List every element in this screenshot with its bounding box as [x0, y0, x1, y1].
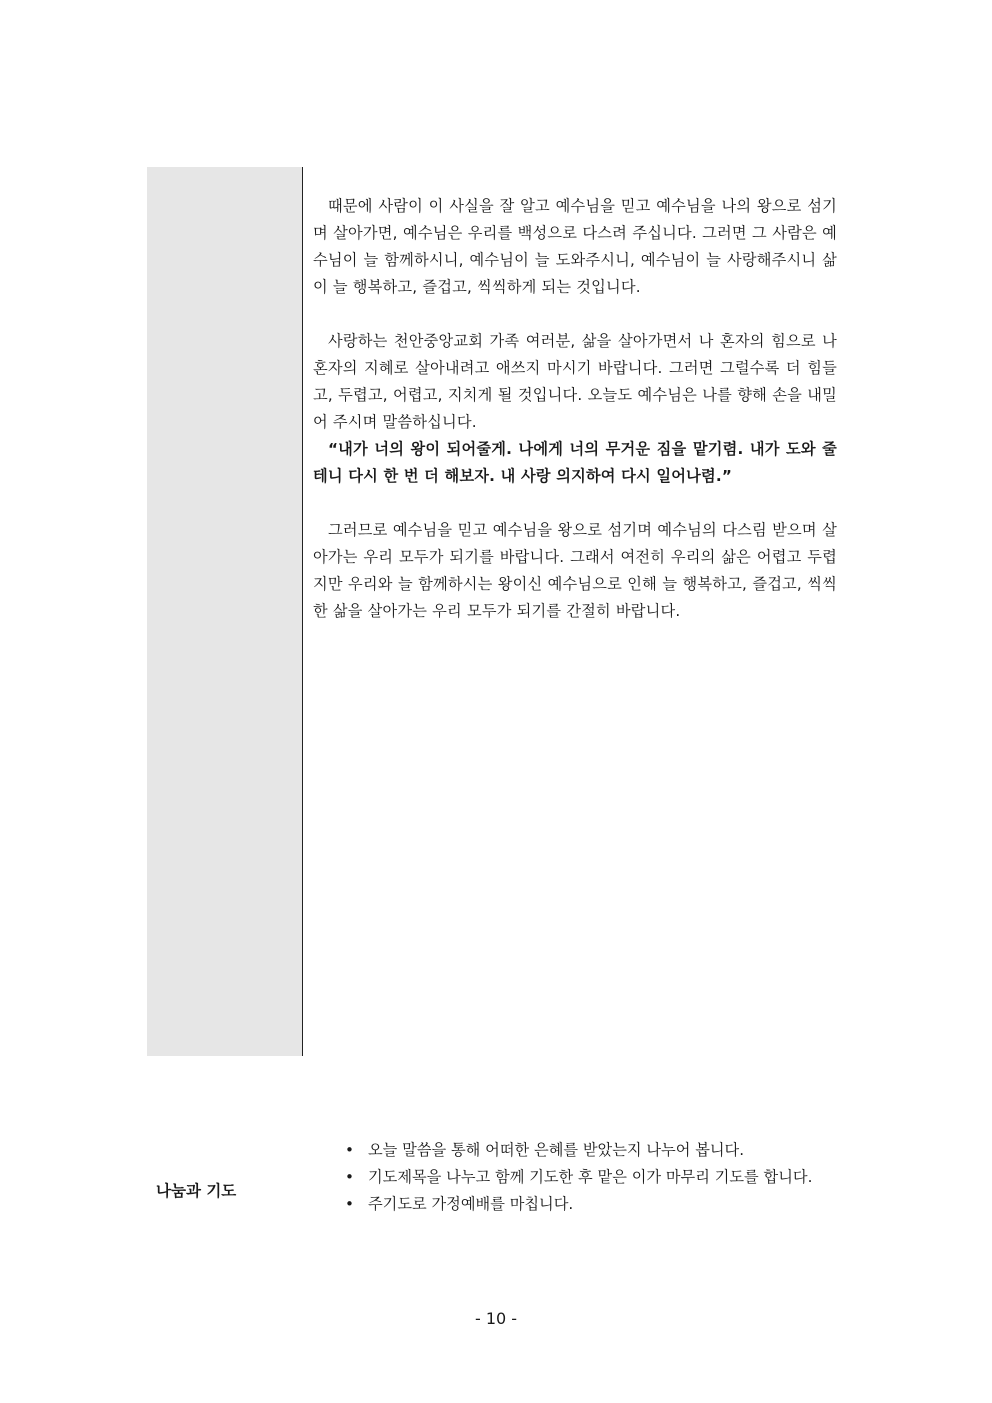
list-item-text: 주기도로 가정예배를 마칩니다. — [368, 1195, 574, 1213]
sharing-prayer-label: 나눔과 기도 — [156, 1182, 237, 1200]
quote-paragraph: “내가 너의 왕이 되어줄게. 나에게 너의 무거운 짐을 맡기렴. 내가 도와 줄테니 다시 한 번 더 해보자. 내 사랑 의지하여 다시 일어나렴.” — [313, 440, 837, 485]
list-item — [343, 1137, 828, 1164]
sharing-list — [343, 1137, 828, 1218]
page-number: - 10 - — [474, 1309, 518, 1328]
bullet-icon: • — [345, 1141, 354, 1159]
paragraph-2: 사랑하는 천안중앙교회 가족 여러분, 삶을 살아가면서 나 혼자의 힘으로 나 혼자의 지혜로 살아내려고 애쓰지 마시기 바랍니다. 그러면 그럴수록 더 힘들고, 두렵고, 어렵고, 지치게 될 것입니다. 오늘도 예수님은 나를 향해 손을 내밀어 주시며 말씀하십니다. — [313, 332, 837, 431]
sermon-body — [313, 193, 837, 625]
bullet-icon: • — [345, 1168, 354, 1186]
side-panel — [147, 167, 303, 1056]
column-divider — [302, 167, 303, 1056]
list-item-text: 오늘 말씀을 통해 어떠한 은혜를 받았는지 나누어 봅니다. — [368, 1141, 745, 1159]
paragraph-4: 그러므로 예수님을 믿고 예수님을 왕으로 섬기며 예수님의 다스림 받으며 살아가는 우리 모두가 되기를 바랍니다. 그래서 여전히 우리의 삶은 어렵고 두렵지만 우리와 늘 함께하시는 왕이신 예수님으로 인해 늘 행복하고, 즐겁고, 씩씩한 삶을 살아가는 우리 모두가 되기를 간절히 바랍니다. — [313, 521, 837, 620]
list-item — [343, 1191, 828, 1218]
list-item-text: 기도제목을 나누고 함께 기도한 후 맡은 이가 마무리 기도를 합니다. — [368, 1168, 813, 1186]
bullet-icon: • — [345, 1195, 354, 1213]
paragraph-1: 때문에 사람이 이 사실을 잘 알고 예수님을 믿고 예수님을 나의 왕으로 섬기며 살아가면, 예수님은 우리를 백성으로 다스려 주십니다. 그러면 그 사람은 예수님이 늘 함께하시니, 예수님이 늘 도와주시니, 예수님이 늘 사랑해주시니 삶이 늘 행복하고, 즐겁고, 씩씩하게 되는 것입니다. — [313, 197, 837, 296]
list-item — [343, 1164, 828, 1191]
